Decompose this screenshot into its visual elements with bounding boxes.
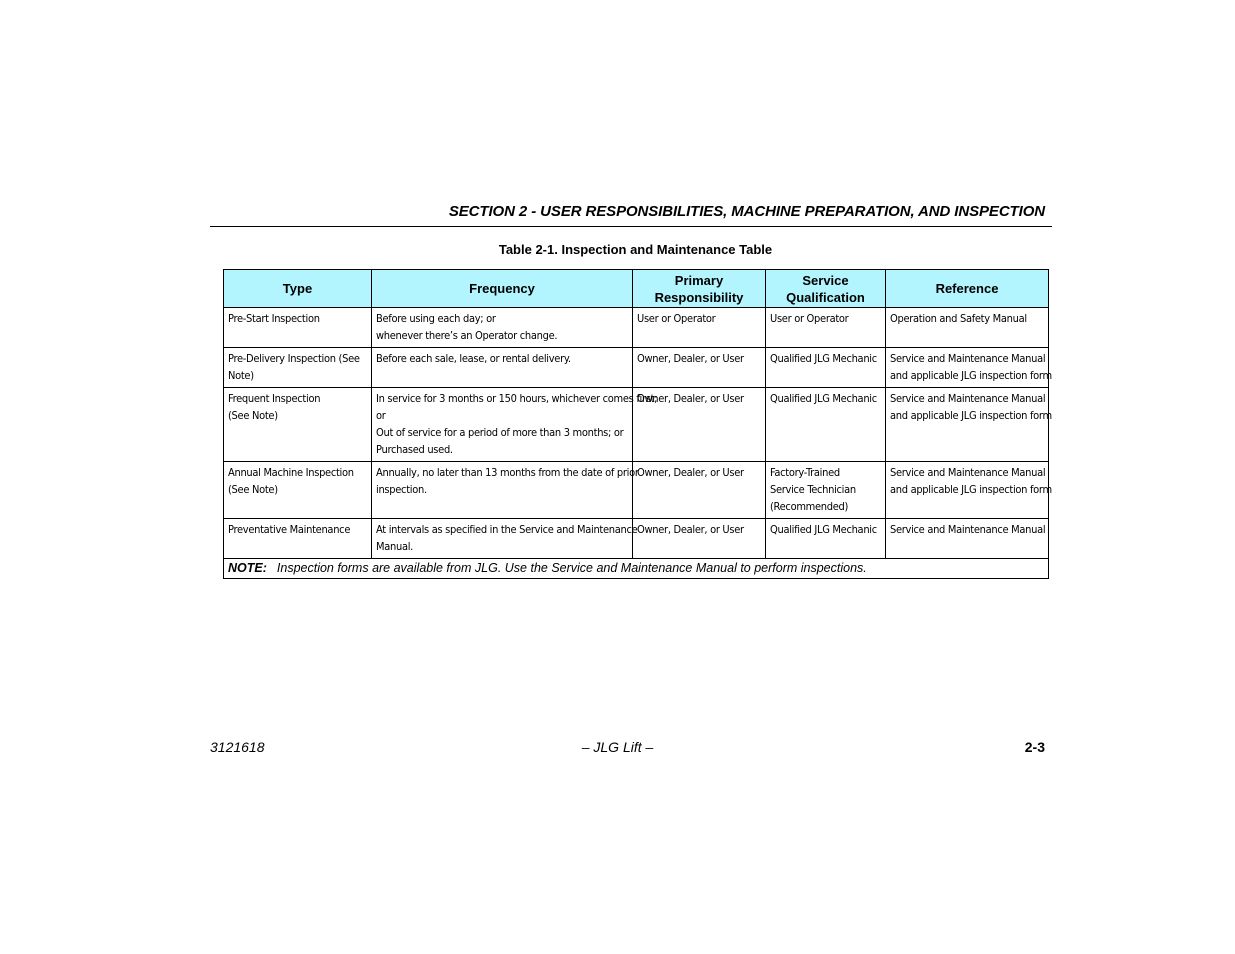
cell-line: Frequent Inspection	[228, 392, 321, 405]
header-line: Responsibility	[654, 289, 744, 305]
table-caption: Table 2-1. Inspection and Maintenance Table	[498, 242, 773, 257]
cell-line: Owner, Dealer, or User	[637, 352, 744, 365]
frequency-cell	[372, 308, 633, 348]
cell-line: Note)	[228, 369, 254, 382]
cell-line: Service and Maintenance Manual	[890, 523, 1046, 536]
table-row	[224, 348, 1049, 388]
page-number: 2-3	[1024, 739, 1045, 755]
column-header-reference: Reference	[886, 270, 1049, 308]
inspection-table	[223, 269, 1052, 579]
reference-cell	[886, 348, 1052, 388]
cell-line: Pre-Delivery Inspection (See	[228, 352, 360, 365]
frequency-cell	[372, 388, 658, 462]
cell-line: At intervals as specified in the Service and Maintenance	[376, 523, 638, 536]
responsibility-cell	[633, 462, 766, 519]
responsibility-cell	[633, 388, 766, 462]
type-cell	[224, 462, 372, 519]
frequency-cell	[372, 348, 633, 388]
type-cell	[224, 308, 372, 348]
cell-line: Owner, Dealer, or User	[637, 392, 744, 405]
note-cell	[224, 559, 1049, 579]
cell-line: Before using each day; or	[376, 312, 496, 325]
cell-line: (Recommended)	[770, 500, 849, 513]
responsibility-cell	[633, 348, 766, 388]
header-rule	[210, 226, 1052, 227]
qualification-cell	[766, 388, 886, 462]
section-title: SECTION 2 - USER RESPONSIBILITIES, MACHINE PREPARATION, AND INSPECTION	[448, 203, 1045, 220]
frequency-cell	[372, 519, 638, 559]
cell-line: Qualified JLG Mechanic	[770, 392, 877, 405]
cell-line: Pre-Start Inspection	[228, 312, 320, 325]
cell-line: User or Operator	[770, 312, 849, 325]
qualification-cell	[766, 462, 886, 519]
cell-line: Service and Maintenance Manual	[890, 392, 1046, 405]
table-row	[224, 388, 1049, 462]
cell-line: (See Note)	[228, 483, 278, 496]
column-header-service-qualification	[766, 270, 886, 308]
table-header-row	[224, 270, 1049, 308]
cell-line: Operation and Safety Manual	[890, 312, 1027, 325]
table-row	[224, 308, 1049, 348]
responsibility-cell	[633, 519, 766, 559]
type-cell	[224, 519, 372, 559]
note-text: Inspection forms are available from JLG. Use the Service and Maintenance Manual to perform inspections.	[276, 561, 867, 575]
cell-line: Before each sale, lease, or rental delivery.	[376, 352, 571, 365]
qualification-cell	[766, 348, 886, 388]
cell-line: Service and Maintenance Manual	[890, 352, 1046, 365]
cell-line: Factory-Trained	[770, 466, 840, 479]
cell-line: Annually, no later than 13 months from the date of prior	[376, 466, 639, 479]
note-label: NOTE:	[228, 561, 267, 575]
reference-cell	[886, 308, 1049, 348]
table-row	[224, 519, 1049, 559]
cell-line: Qualified JLG Mechanic	[770, 523, 877, 536]
header-line: Service	[802, 272, 849, 288]
header-line: Qualification	[786, 289, 865, 305]
reference-cell	[886, 462, 1052, 519]
note-row	[224, 559, 1049, 579]
cell-line: In service for 3 months or 150 hours, whichever comes first;	[376, 392, 658, 405]
cell-line: and applicable JLG inspection form	[890, 483, 1052, 496]
cell-line: Qualified JLG Mechanic	[770, 352, 877, 365]
frequency-cell	[372, 462, 639, 519]
column-header-frequency: Frequency	[372, 270, 633, 308]
cell-line: or	[376, 409, 386, 422]
column-header-type: Type	[224, 270, 372, 308]
cell-line: Out of service for a period of more than 3 months; or	[376, 426, 624, 439]
cell-line: Manual.	[376, 540, 414, 553]
doc-number: 3121618	[210, 739, 265, 755]
reference-cell	[886, 519, 1049, 559]
column-header-primary-responsibility	[633, 270, 766, 308]
cell-line: and applicable JLG inspection form	[890, 409, 1052, 422]
table-row	[224, 462, 1049, 519]
table-body	[224, 308, 1052, 579]
header-line: Primary	[674, 272, 724, 288]
cell-line: and applicable JLG inspection form	[890, 369, 1052, 382]
responsibility-cell	[633, 308, 766, 348]
type-cell	[224, 348, 372, 388]
qualification-cell	[766, 308, 886, 348]
cell-line: Service Technician	[770, 483, 856, 496]
cell-line: Purchased used.	[376, 443, 453, 456]
footer-title: – JLG Lift –	[581, 739, 654, 755]
reference-cell	[886, 388, 1052, 462]
cell-line: whenever there’s an Operator change.	[376, 329, 558, 342]
cell-line: Owner, Dealer, or User	[637, 466, 744, 479]
cell-line: Service and Maintenance Manual	[890, 466, 1046, 479]
cell-line: User or Operator	[637, 312, 716, 325]
type-cell	[224, 388, 372, 462]
cell-line: Preventative Maintenance	[228, 523, 351, 536]
cell-line: Owner, Dealer, or User	[637, 523, 744, 536]
cell-line: (See Note)	[228, 409, 278, 422]
cell-line: Annual Machine Inspection	[228, 466, 354, 479]
qualification-cell	[766, 519, 886, 559]
cell-line: inspection.	[376, 483, 427, 496]
